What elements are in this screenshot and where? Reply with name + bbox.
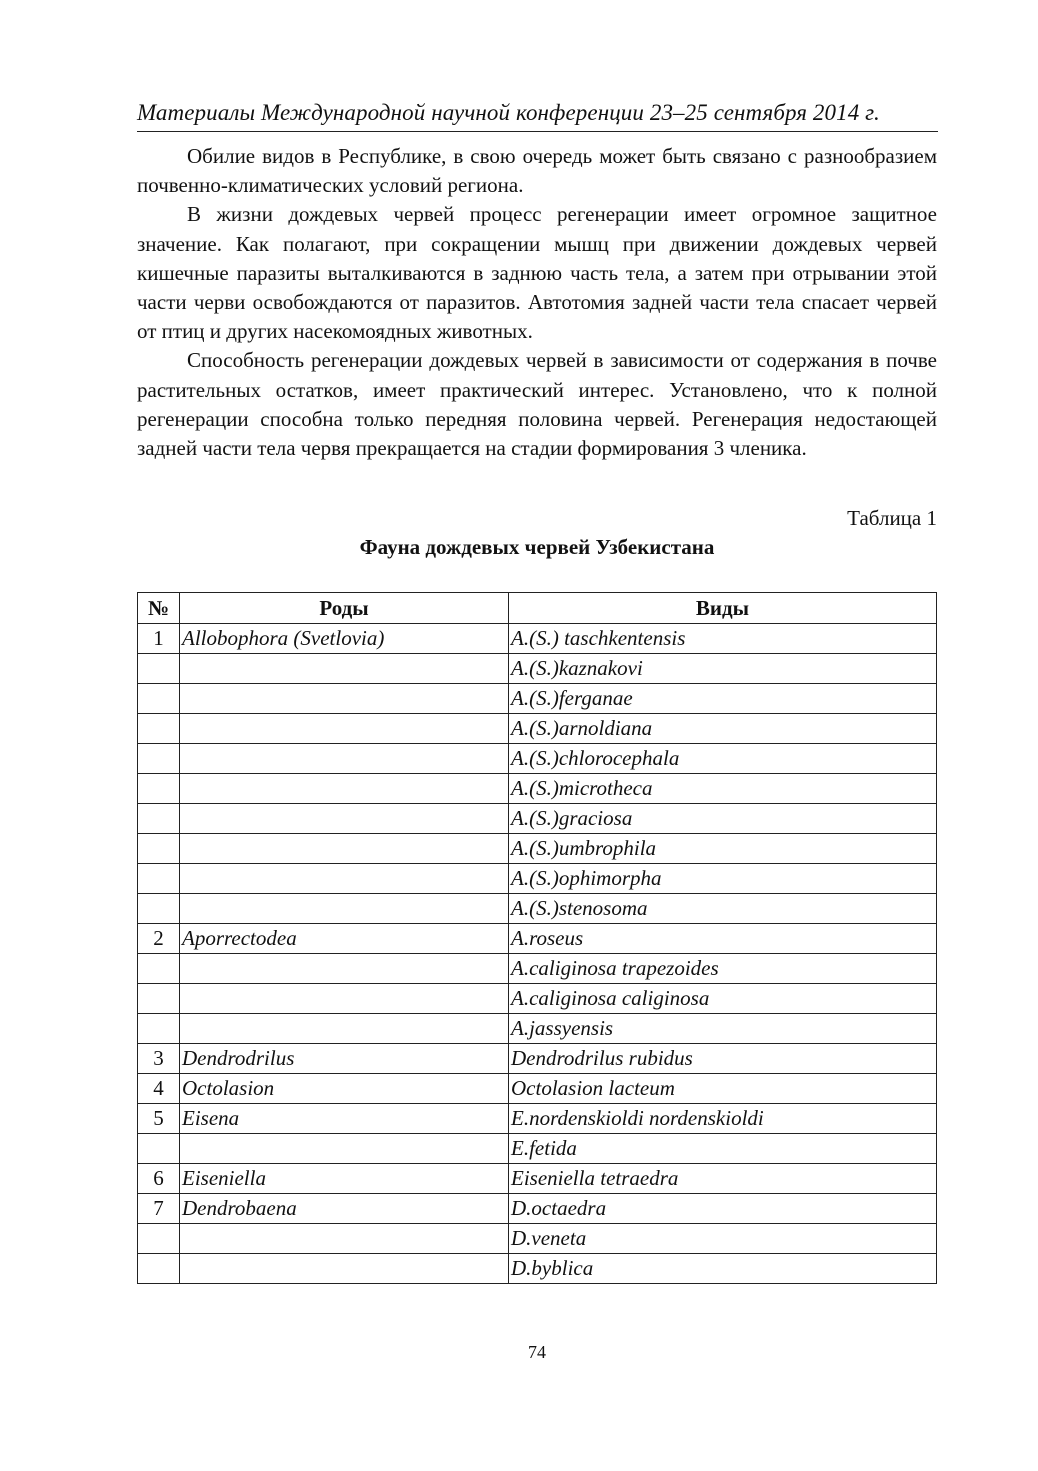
row-number-cell xyxy=(138,834,180,864)
column-header-number: № xyxy=(138,593,180,624)
genus-cell xyxy=(180,714,509,744)
column-header-species: Виды xyxy=(509,593,937,624)
genus-cell: Allobophora (Svetlovia) xyxy=(180,624,509,654)
genus-cell xyxy=(180,984,509,1014)
row-number-cell: 7 xyxy=(138,1194,180,1224)
fauna-table xyxy=(137,592,937,1284)
table-row xyxy=(138,684,937,714)
species-cell: E.fetida xyxy=(509,1134,937,1164)
genus-cell xyxy=(180,834,509,864)
species-cell: A.caliginosa trapezoides xyxy=(509,954,937,984)
genus-cell: Eiseniella xyxy=(180,1164,509,1194)
paragraph-1: Обилие видов в Республике, в свою очередь может быть связано с разнообразием почвенно-климатических условий региона. xyxy=(137,144,937,198)
genus-cell: Dendrodrilus xyxy=(180,1044,509,1074)
genus-cell xyxy=(180,654,509,684)
species-cell: D.byblica xyxy=(509,1254,937,1284)
genus-cell: Dendrobaena xyxy=(180,1194,509,1224)
table-row xyxy=(138,1254,937,1284)
genus-cell xyxy=(180,1014,509,1044)
table-header-row xyxy=(138,593,937,624)
row-number-cell xyxy=(138,654,180,684)
genus-cell xyxy=(180,684,509,714)
species-cell: A.(S.)kaznakovi xyxy=(509,654,937,684)
table-row xyxy=(138,1044,937,1074)
species-cell: D.veneta xyxy=(509,1224,937,1254)
table-row xyxy=(138,1194,937,1224)
table-row xyxy=(138,864,937,894)
table-row xyxy=(138,624,937,654)
column-header-genus: Роды xyxy=(180,593,509,624)
header-rule xyxy=(137,131,938,132)
table-row xyxy=(138,834,937,864)
table-row xyxy=(138,654,937,684)
genus-cell xyxy=(180,774,509,804)
row-number-cell: 5 xyxy=(138,1104,180,1134)
fauna-table-body xyxy=(138,624,937,1284)
genus-cell: Octolasion xyxy=(180,1074,509,1104)
row-number-cell: 6 xyxy=(138,1164,180,1194)
row-number-cell xyxy=(138,864,180,894)
genus-cell: Eisena xyxy=(180,1104,509,1134)
species-cell: Eiseniella tetraedra xyxy=(509,1164,937,1194)
genus-cell xyxy=(180,1224,509,1254)
genus-cell xyxy=(180,1134,509,1164)
genus-cell xyxy=(180,894,509,924)
table-row xyxy=(138,1224,937,1254)
row-number-cell: 3 xyxy=(138,1044,180,1074)
table-row xyxy=(138,1074,937,1104)
row-number-cell: 2 xyxy=(138,924,180,954)
table-row xyxy=(138,714,937,744)
species-cell: A.jassyensis xyxy=(509,1014,937,1044)
species-cell: A.(S.) taschkentensis xyxy=(509,624,937,654)
row-number-cell xyxy=(138,1254,180,1284)
genus-cell: Aporrectodea xyxy=(180,924,509,954)
table-row xyxy=(138,1134,937,1164)
body-text xyxy=(137,142,937,463)
table-row xyxy=(138,954,937,984)
genus-cell xyxy=(180,744,509,774)
species-cell: A.(S.)microtheca xyxy=(509,774,937,804)
species-cell: E.nordenskioldi nordenskioldi xyxy=(509,1104,937,1134)
table-row xyxy=(138,924,937,954)
row-number-cell xyxy=(138,1224,180,1254)
page-number: 74 xyxy=(528,1342,546,1362)
row-number-cell xyxy=(138,894,180,924)
paragraph-3: Способность регенерации дождевых червей в зависимости от содержания в почве растительных остатков, имеет практический интерес. Установлено, что к полной регенерации способна только передняя половина червей. Регенерация недостающей задней части тела червя прекращается на стадии формирования 3 членика. xyxy=(137,348,937,461)
species-cell: A.(S.)chlorocephala xyxy=(509,744,937,774)
species-cell: A.(S.)umbrophila xyxy=(509,834,937,864)
row-number-cell xyxy=(138,984,180,1014)
running-header: Материалы Международной научной конференции 23–25 сентября 2014 г. xyxy=(137,100,880,125)
species-cell: A.(S.)arnoldiana xyxy=(509,714,937,744)
paragraph-2: В жизни дождевых червей процесс регенерации имеет огромное защитное значение. Как полагают, при сокращении мышц при движении дождевых червей кишечные паразиты выталкиваются в заднюю часть тела, а затем при отрывании этой части черви освобождаются от паразитов. Автотомия задней части тела спасает червей от птиц и других насекомоядных животных. xyxy=(137,202,937,344)
species-cell: A.(S.)graciosa xyxy=(509,804,937,834)
row-number-cell: 1 xyxy=(138,624,180,654)
table-row xyxy=(138,984,937,1014)
row-number-cell: 4 xyxy=(138,1074,180,1104)
row-number-cell xyxy=(138,954,180,984)
row-number-cell xyxy=(138,774,180,804)
species-cell: Dendrodrilus rubidus xyxy=(509,1044,937,1074)
table-row xyxy=(138,744,937,774)
table-row xyxy=(138,894,937,924)
species-cell: D.octaedra xyxy=(509,1194,937,1224)
table-title: Фауна дождевых червей Узбекистана xyxy=(359,535,715,559)
row-number-cell xyxy=(138,744,180,774)
table-row xyxy=(138,774,937,804)
row-number-cell xyxy=(138,804,180,834)
genus-cell xyxy=(180,864,509,894)
table-label: Таблица 1 xyxy=(847,506,937,530)
row-number-cell xyxy=(138,684,180,714)
species-cell: A.(S.)ophimorpha xyxy=(509,864,937,894)
genus-cell xyxy=(180,954,509,984)
genus-cell xyxy=(180,804,509,834)
row-number-cell xyxy=(138,714,180,744)
row-number-cell xyxy=(138,1014,180,1044)
species-cell: A.(S.)stenosoma xyxy=(509,894,937,924)
table-row xyxy=(138,804,937,834)
species-cell: A.(S.)ferganae xyxy=(509,684,937,714)
table-row xyxy=(138,1164,937,1194)
species-cell: A.caliginosa caliginosa xyxy=(509,984,937,1014)
table-row xyxy=(138,1104,937,1134)
species-cell: Octolasion lacteum xyxy=(509,1074,937,1104)
species-cell: A.roseus xyxy=(509,924,937,954)
genus-cell xyxy=(180,1254,509,1284)
table-row xyxy=(138,1014,937,1044)
row-number-cell xyxy=(138,1134,180,1164)
